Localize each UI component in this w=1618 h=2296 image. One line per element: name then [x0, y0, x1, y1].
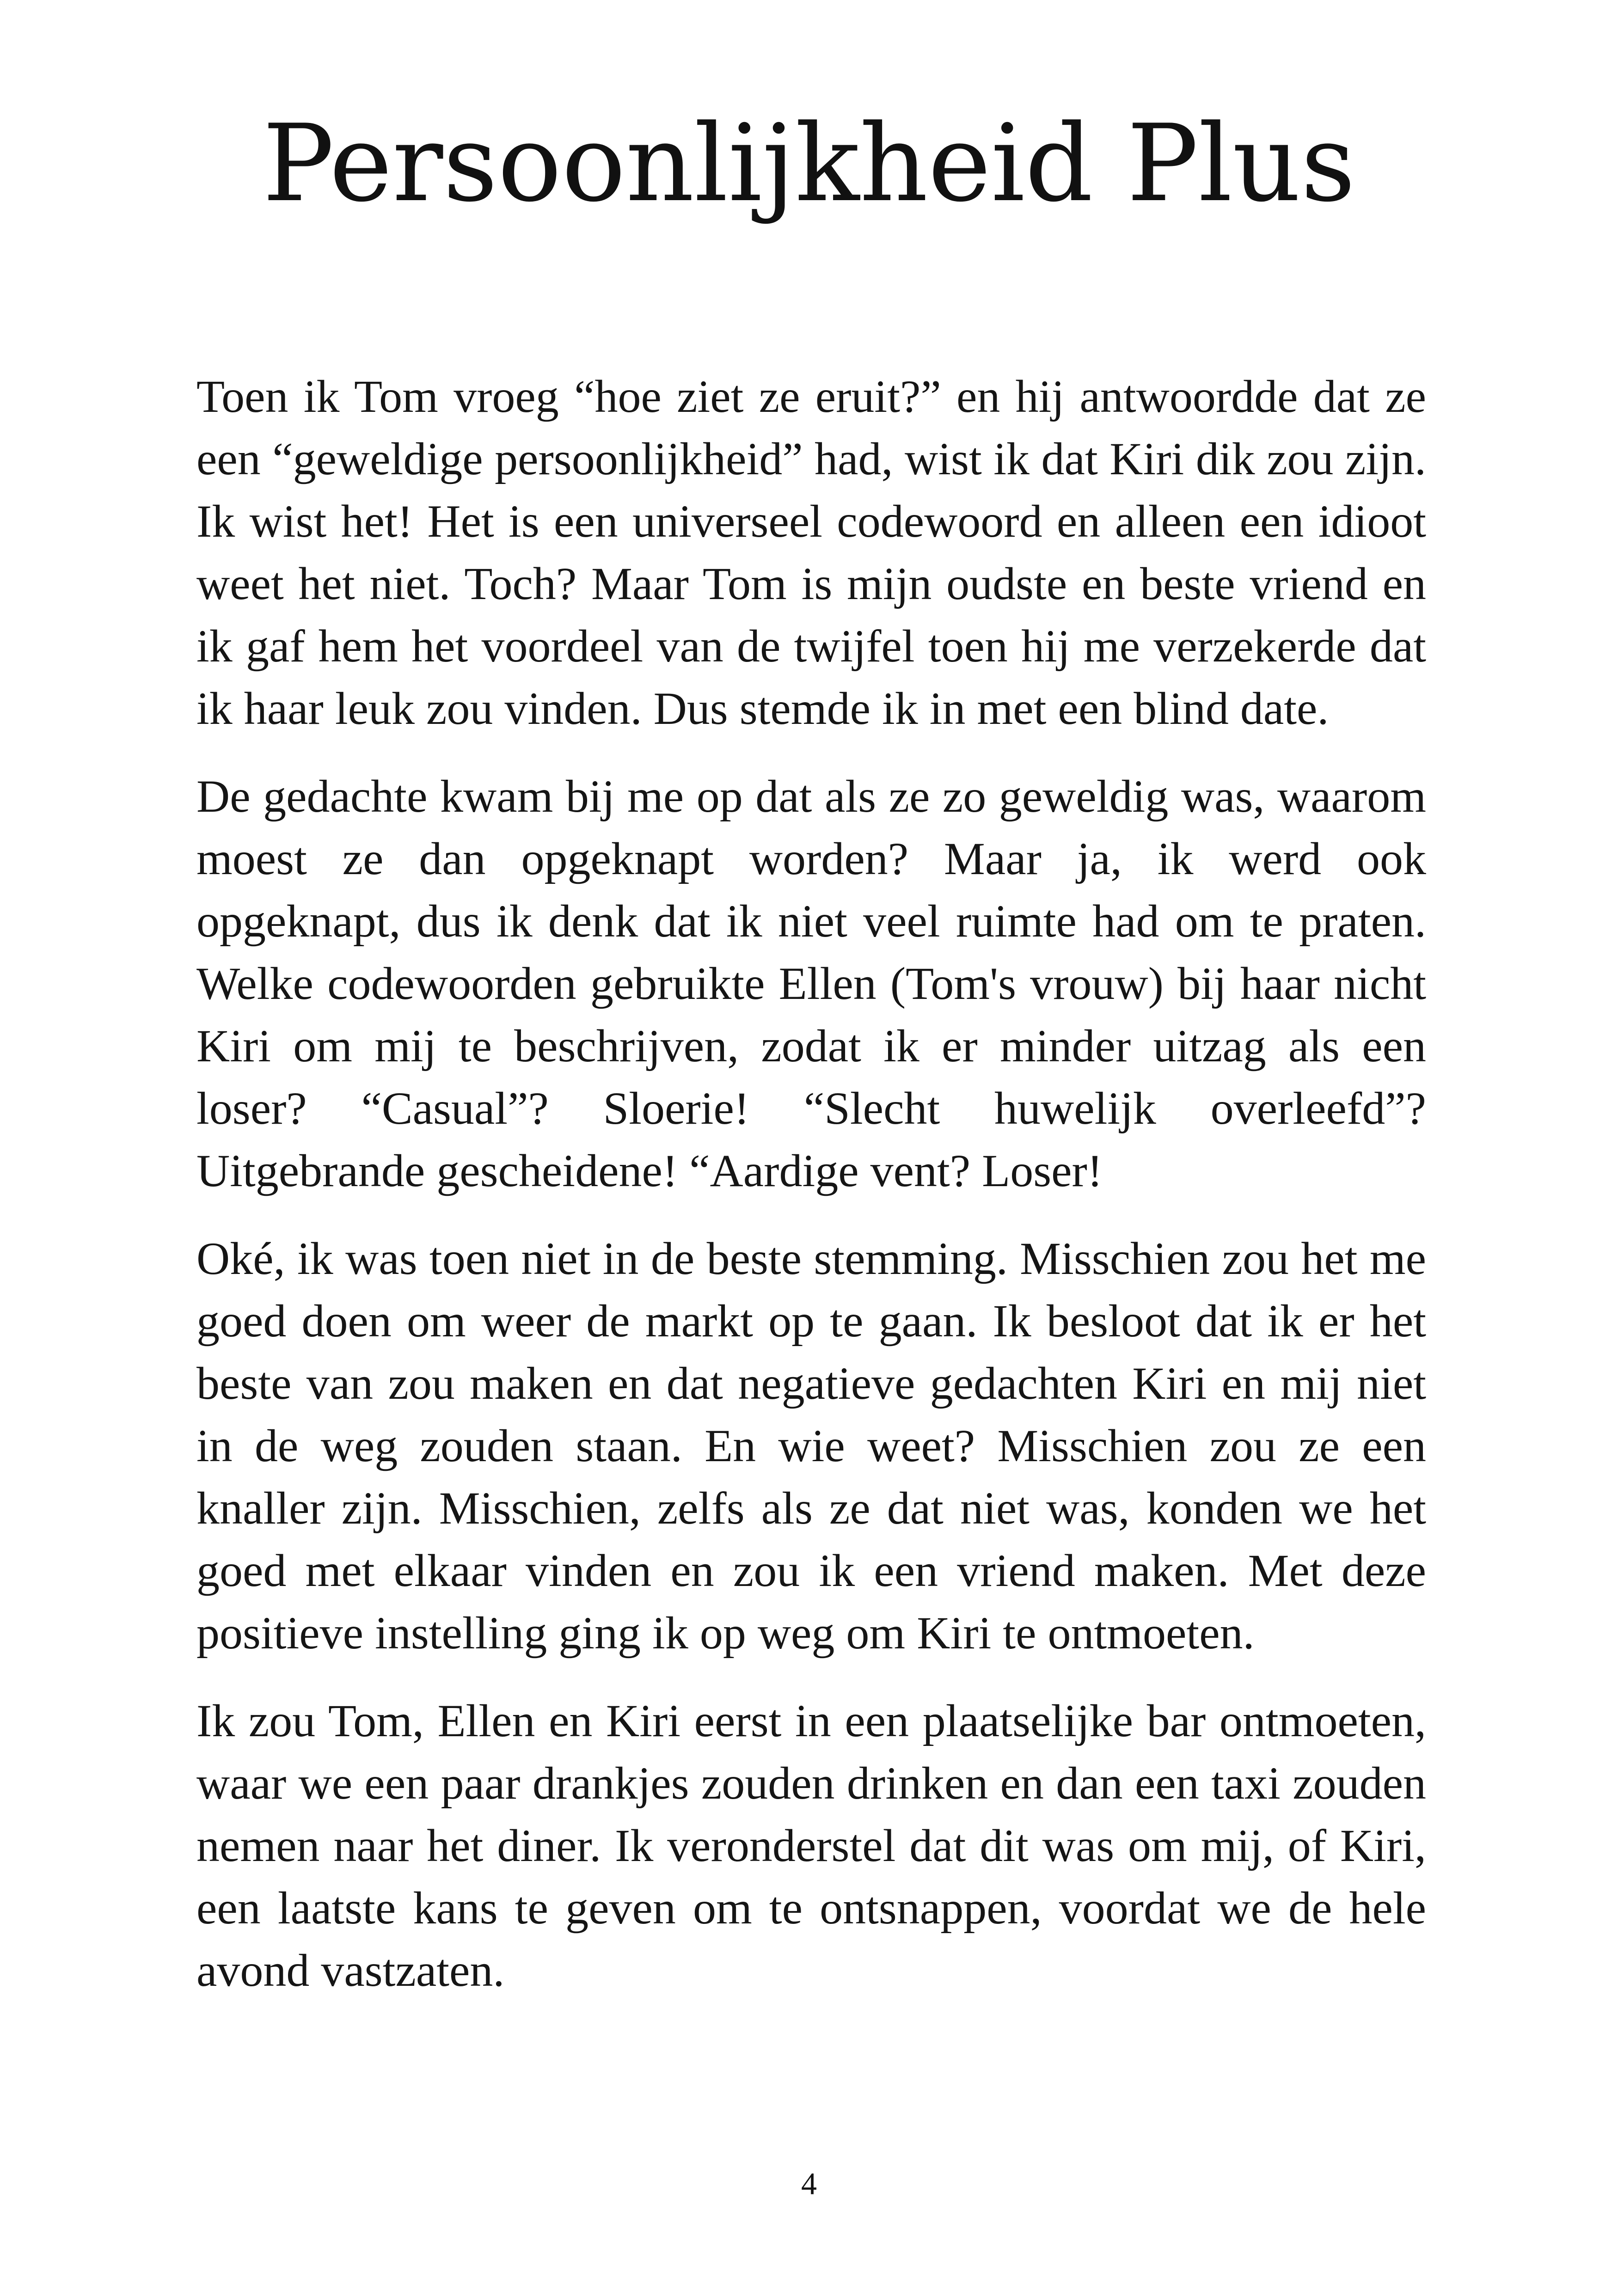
body-text	[196, 365, 1426, 2027]
page-title: Persoonlijkheid Plus	[262, 102, 1355, 226]
paragraph-4: Ik zou Tom, Ellen en Kiri eerst in een plaatselijke bar ontmoeten, waar we een paar drankjes zouden drinken en dan een taxi zouden nemen naar het diner. Ik veronderstel dat dit was om mij, of Kiri, een laatste kans te geven om te ontsnappen, voordat we de hele avond vastzaten.	[196, 1695, 1426, 1996]
paragraph-1: Toen ik Tom vroeg “hoe ziet ze eruit?” en hij antwoordde dat ze een “geweldige persoonlijkheid” had, wist ik dat Kiri dik zou zijn. Ik wist het! Het is een universeel codewoord en alleen een idioot weet het niet. Toch? Maar Tom is mijn oudste en beste vriend en ik gaf hem het voordeel van de twijfel toen hij me verzekerde dat ik haar leuk zou vinden. Dus stemde ik in met een blind date.	[196, 371, 1426, 734]
paragraph-2: De gedachte kwam bij me op dat als ze zo geweldig was, waarom moest ze dan opgeknapt worden? Maar ja, ik werd ook opgeknapt, dus ik denk dat ik niet veel ruimte had om te praten. Welke codewoorden gebruikte Ellen (Tom's vrouw) bij haar nicht Kiri om mij te beschrijven, zodat ik er minder uitzag als een loser? “Casual”? Sloerie! “Slecht huwelijk overleefd”? Uitgebrande gescheidene! “Aardige vent? Loser!	[196, 771, 1426, 1196]
paragraph-3: Oké, ik was toen niet in de beste stemming. Misschien zou het me goed doen om weer de markt op te gaan. Ik besloot dat ik er het beste van zou maken en dat negatieve gedachten Kiri en mij niet in de weg zouden staan. En wie weet? Misschien zou ze een knaller zijn. Misschien, zelfs als ze dat niet was, konden we het goed met elkaar vinden en zou ik een vriend maken. Met deze positieve instelling ging ik op weg om Kiri te ontmoeten.	[196, 1233, 1426, 1659]
page-number: 4	[801, 2166, 817, 2201]
